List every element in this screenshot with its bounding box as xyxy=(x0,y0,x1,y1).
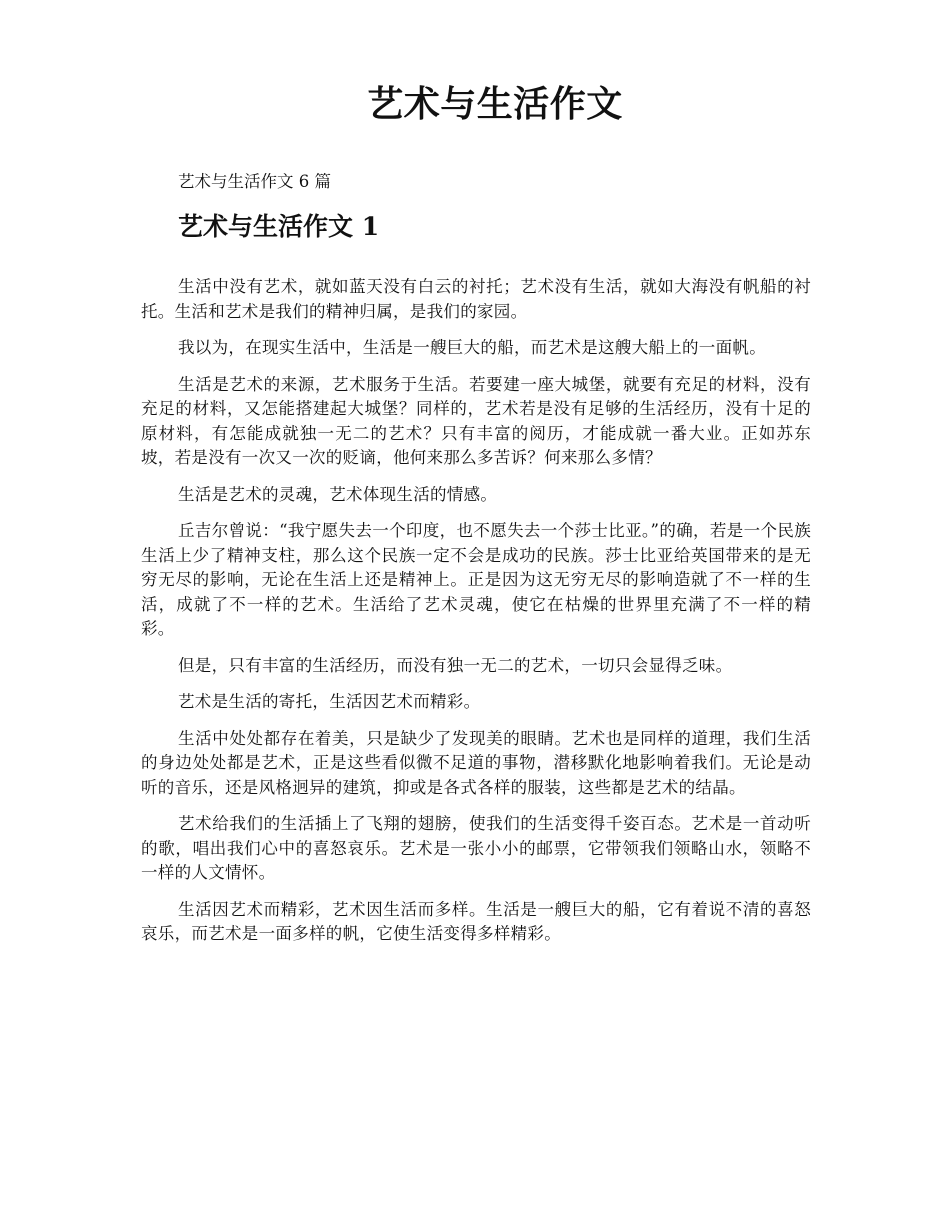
document-subtitle: 艺术与生活作文 6 篇 xyxy=(178,172,331,191)
essay-body xyxy=(141,275,811,959)
paragraph: 生活中处处都存在着美，只是缺少了发现美的眼睛。艺术也是同样的道理，我们生活的身边处处都是艺术，正是这些看似微不足道的事物，潜移默化地影响着我们。无论是动听的音乐，还是风格迥异的建筑，抑或是各式各样的服装，这些都是艺术的结晶。 xyxy=(141,728,811,797)
document-title: 艺术与生活作文 xyxy=(367,83,623,125)
paragraph: 艺术是生活的寄托，生活因艺术而精彩。 xyxy=(178,692,481,711)
paragraph: 但是，只有丰富的生活经历，而没有独一无二的艺术，一切只会显得乏味。 xyxy=(178,655,733,675)
paragraph: 生活因艺术而精彩，艺术因生活而多样。生活是一艘巨大的船，它有着说不清的喜怒哀乐，而艺术是一面多样的帆，它使生活变得多样精彩。 xyxy=(141,899,811,943)
paragraph: 生活是艺术的来源，艺术服务于生活。若要建一座大城堡，就要有充足的材料，没有充足的材料，又怎能搭建起大城堡？同样的，艺术若是没有足够的生活经历，没有十足的原材料，有怎能成就独一无二的艺术？只有丰富的阅历，才能成就一番大业。正如苏东坡，若是没有一次又一次的贬谪，他何来那么多苦诉？何来那么多情？ xyxy=(141,374,811,467)
section-heading: 艺术与生活作文 1 xyxy=(178,212,380,241)
paragraph: 生活中没有艺术，就如蓝天没有白云的衬托；艺术没有生活，就如大海没有帆船的衬托。生活和艺术是我们的精神归属，是我们的家园。 xyxy=(141,277,811,321)
paragraph: 艺术给我们的生活插上了飞翔的翅膀，使我们的生活变得千姿百态。艺术是一首动听的歌，唱出我们心中的喜怒哀乐。艺术是一张小小的邮票，它带领我们领略山水，领略不一样的人文情怀。 xyxy=(141,814,811,882)
paragraph: 我以为，在现实生活中，生活是一艘巨大的船，而艺术是这艘大船上的一面帆。 xyxy=(178,338,766,357)
paragraph: 生活是艺术的灵魂，艺术体现生活的情感。 xyxy=(178,484,498,504)
paragraph: 丘吉尔曾说：“我宁愿失去一个印度，也不愿失去一个莎士比亚。”的确，若是一个民族生活上少了精神支柱，那么这个民族一定不会是成功的民族。莎士比亚给英国带来的是无穷无尽的影响，无论在生活上还是精神上。正是因为这无穷无尽的影响造就了不一样的生活，成就了不一样的艺术。生活给了艺术灵魂，使它在枯燥的世界里充满了不一样的精彩。 xyxy=(141,521,811,638)
